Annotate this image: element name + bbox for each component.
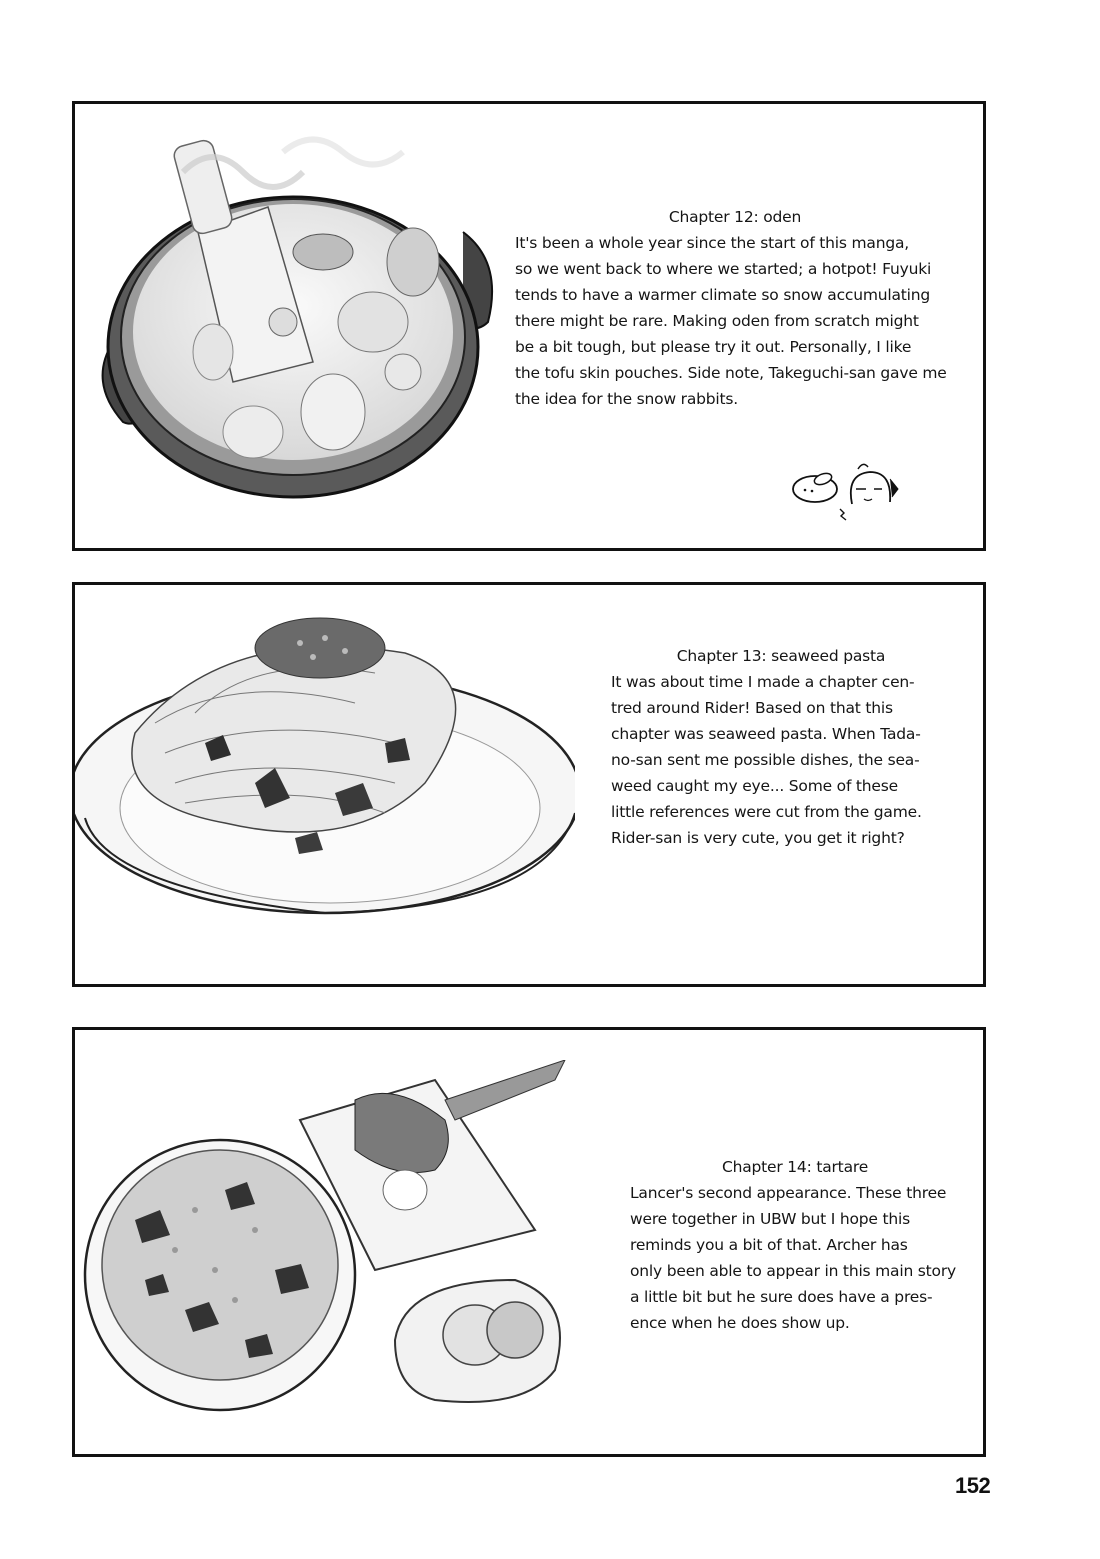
tartare-bowl-fried-fish-pickles-illustration: [75, 1060, 635, 1450]
chapter-12-text: [515, 204, 955, 412]
text-line: chapter was seaweed pasta. When Tada-: [611, 725, 921, 743]
chapter-title: Chapter 13: seaweed pasta: [676, 647, 886, 665]
chapter-title: Chapter 12: oden: [668, 208, 802, 226]
text-line: ence when he does show up.: [630, 1314, 850, 1332]
text-line: tends to have a warmer climate so snow accumulating: [515, 286, 931, 304]
chapter-14-text: [630, 1154, 960, 1336]
text-line: the idea for the snow rabbits.: [515, 390, 738, 408]
text-line: only been able to appear in this main story: [630, 1262, 956, 1280]
text-line: It's been a whole year since the start of this manga,: [515, 234, 910, 252]
text-line: the tofu skin pouches. Side note, Takeguchi-san gave me: [515, 364, 947, 382]
oden-hotpot-illustration: [83, 112, 503, 522]
chapter-13-text: [611, 643, 951, 851]
snow-rabbit-chibi-doodle: [790, 459, 930, 529]
text-line: weed caught my eye... Some of these: [611, 777, 898, 795]
chapter-title: Chapter 14: tartare: [721, 1158, 869, 1176]
text-line: It was about time I made a chapter cen-: [611, 673, 915, 691]
seaweed-pasta-plate-illustration: [75, 593, 575, 923]
text-line: so we went back to where we started; a hotpot! Fuyuki: [515, 260, 932, 278]
page-number: 152: [955, 1473, 991, 1498]
text-line: no-san sent me possible dishes, the sea-: [611, 751, 920, 769]
text-line: a little bit but he sure does have a pres-: [630, 1288, 933, 1306]
text-line: little references were cut from the game.: [611, 803, 922, 821]
text-line: Lancer's second appearance. These three: [630, 1184, 947, 1202]
text-line: be a bit tough, but please try it out. Personally, I like: [515, 338, 912, 356]
text-line: reminds you a bit of that. Archer has: [630, 1236, 908, 1254]
panel-chapter-14: [72, 1027, 986, 1457]
text-line: there might be rare. Making oden from scratch might: [515, 312, 919, 330]
panel-chapter-12: [72, 101, 986, 551]
panel-chapter-13: [72, 582, 986, 987]
text-line: tred around Rider! Based on that this: [611, 699, 893, 717]
text-line: Rider-san is very cute, you get it right?: [611, 829, 905, 847]
text-line: were together in UBW but I hope this: [630, 1210, 910, 1228]
